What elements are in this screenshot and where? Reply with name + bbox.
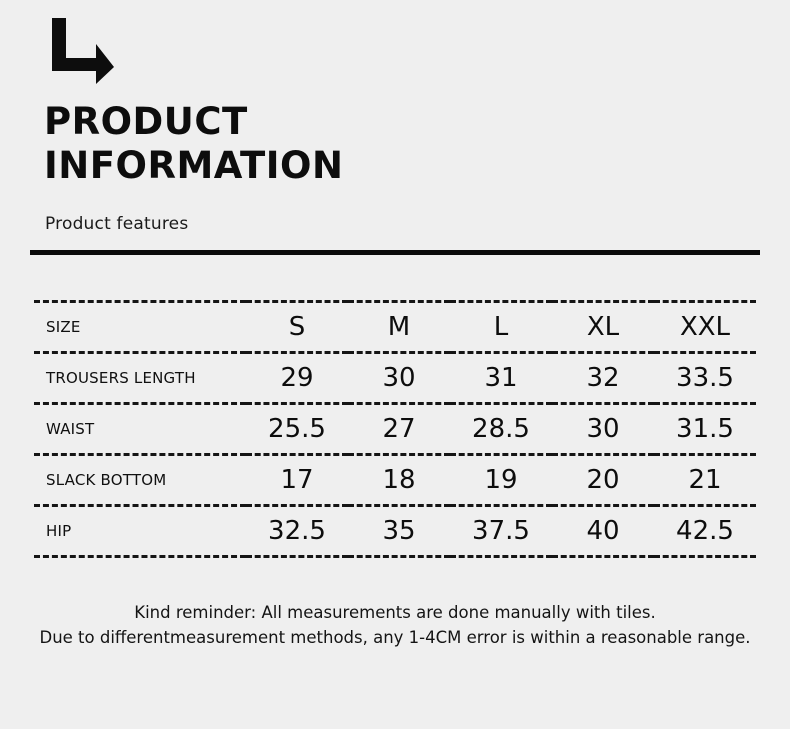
cell-slack-bottom-m: 18 — [348, 455, 450, 506]
section-divider — [30, 250, 760, 255]
cell-waist-m: 27 — [348, 404, 450, 455]
cell-hip-xl: 40 — [552, 506, 654, 557]
cell-slack-bottom-xxl: 21 — [654, 455, 756, 506]
cell-trousers-length-l: 31 — [450, 353, 552, 404]
row-label-hip: HIP — [34, 506, 246, 557]
cell-slack-bottom-xl: 20 — [552, 455, 654, 506]
cell-trousers-length-m: 30 — [348, 353, 450, 404]
page-title-line-1: PRODUCT — [44, 100, 248, 143]
disclaimer-line-1: Kind reminder: All measurements are done manually with tiles. — [134, 603, 656, 622]
cell-waist-s: 25.5 — [246, 404, 348, 455]
column-header-s: S — [246, 302, 348, 353]
cell-hip-l: 37.5 — [450, 506, 552, 557]
section-subtitle: Product features — [45, 214, 189, 234]
header — [44, 18, 744, 188]
cell-waist-xl: 30 — [552, 404, 654, 455]
cell-trousers-length-s: 29 — [246, 353, 348, 404]
row-label-slack-bottom: SLACK BOTTOM — [34, 455, 246, 506]
row-label-waist: WAIST — [34, 404, 246, 455]
page-title-line-2: INFORMATION — [44, 144, 344, 187]
column-header-m: M — [348, 302, 450, 353]
size-chart — [34, 300, 756, 558]
column-header-xl: XL — [552, 302, 654, 353]
cell-slack-bottom-l: 19 — [450, 455, 552, 506]
cell-waist-xxl: 31.5 — [654, 404, 756, 455]
column-header-l: L — [450, 302, 552, 353]
table-row — [34, 353, 756, 404]
cell-hip-xxl: 42.5 — [654, 506, 756, 557]
table-header-row — [34, 302, 756, 353]
row-label-trousers-length: TROUSERS LENGTH — [34, 353, 246, 404]
table-row — [34, 506, 756, 557]
table-row — [34, 404, 756, 455]
column-header-xxl: XXL — [654, 302, 756, 353]
page-title — [44, 100, 744, 188]
measurement-disclaimer — [30, 600, 760, 650]
arrow-down-right-icon — [44, 18, 744, 84]
cell-trousers-length-xl: 32 — [552, 353, 654, 404]
size-table — [34, 300, 756, 558]
cell-hip-m: 35 — [348, 506, 450, 557]
cell-waist-l: 28.5 — [450, 404, 552, 455]
table-row — [34, 455, 756, 506]
disclaimer-line-2: Due to differentmeasurement methods, any 1-4CM error is within a reasonable range. — [39, 628, 751, 647]
cell-slack-bottom-s: 17 — [246, 455, 348, 506]
column-header-size: SIZE — [34, 302, 246, 353]
cell-trousers-length-xxl: 33.5 — [654, 353, 756, 404]
cell-hip-s: 32.5 — [246, 506, 348, 557]
